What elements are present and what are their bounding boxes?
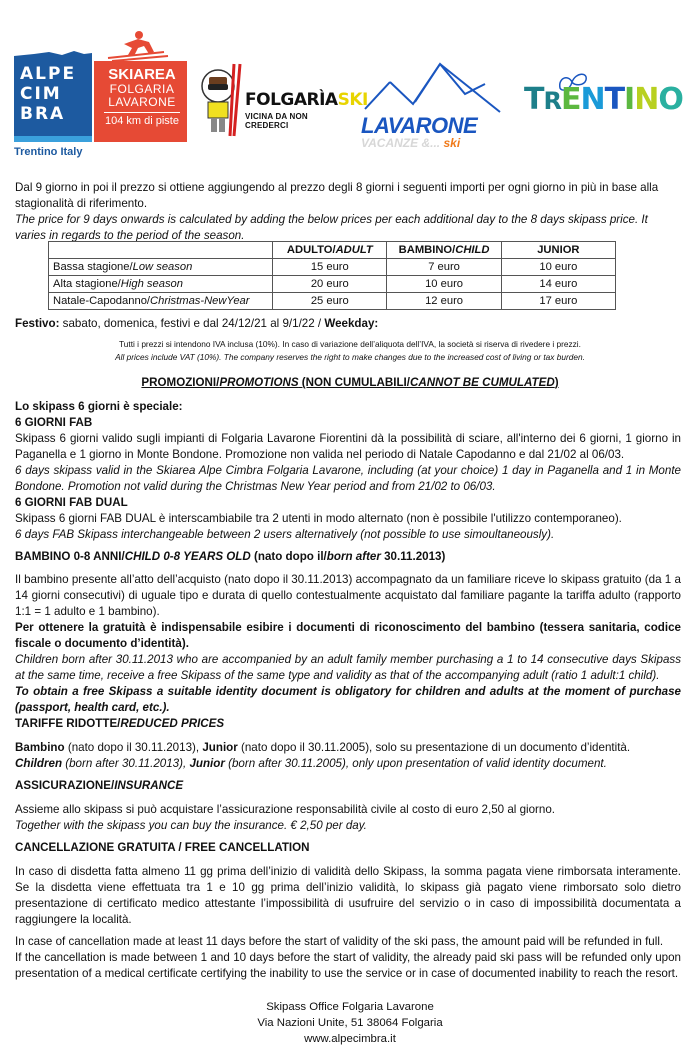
weekday-label: Weekday: bbox=[324, 317, 379, 330]
child-free-italian: Il bambino presente all’atto dell’acquisto (nato dopo il 30.11.2013) accompagnato da un familiare riceve lo skipass gratuito (da 1 a 14 giorni consecutivi) di uguale tipo e durata di quello contestualmente acquistato dal familiare pagante la tariffa adulto (rapporto 1:1 = 1 adulto e 1 bambino). bbox=[15, 573, 681, 618]
season-en: High season bbox=[120, 277, 183, 290]
festivo-line bbox=[15, 316, 681, 332]
header-it: JUNIOR bbox=[537, 243, 580, 256]
season-label bbox=[49, 259, 273, 276]
six-day-special-heading: Lo skipass 6 giorni è speciale: bbox=[15, 400, 183, 413]
trentino-letter: N bbox=[580, 82, 605, 117]
fab-english: 6 days skipass valid in the Skiarea Alpe Cimbra Folgaria Lavarone, including (at your choice) 1 day in Paganella and 1 in Monte Bondone. Promotion not valid during the Christmas New Year period and from 21/02 to 06/03. bbox=[15, 464, 681, 493]
season-it: Natale-Capodanno/ bbox=[53, 294, 151, 307]
promo-title-cannot: CANNOT BE CUMULATED bbox=[410, 376, 555, 389]
alpe-cimbra-logo bbox=[14, 30, 186, 160]
mountains-icon bbox=[355, 54, 505, 114]
footer-address: Via Nazioni Unite, 51 38064 Folgaria bbox=[257, 1017, 443, 1029]
insurance-english: Together with the skipass you can buy the insurance. € 2,50 per day. bbox=[15, 819, 367, 832]
cancellation-english-1: In case of cancellation made at least 11 days before the start of validity of the ski pass, the amount paid will be refunded in full. bbox=[15, 935, 664, 948]
insurance-heading bbox=[15, 778, 681, 794]
promo-title-it: PROMOZIONI/ bbox=[141, 376, 220, 389]
child-price: 12 euro bbox=[387, 293, 501, 310]
festivo-text: sabato, domenica, festivi e dal 24/12/21 al 9/1/22 / bbox=[59, 317, 325, 330]
child-price: 7 euro bbox=[387, 259, 501, 276]
adult-price: 25 euro bbox=[273, 293, 387, 310]
fab-dual-english: 6 days FAB Skipass interchangeable between 2 users alternatively (not possible to use simoultaneously). bbox=[15, 528, 555, 541]
logo-header bbox=[0, 0, 700, 170]
child-docs-english: To obtain a free Skipass a suitable identity document is obligatory for children and adults at the moment of purchase (passport, health card, etc.). bbox=[15, 685, 681, 714]
header-it: BAMBINO/ bbox=[398, 243, 456, 256]
trentino-letter: T bbox=[524, 82, 544, 117]
vat-note-italian: Tutti i prezzi si intendono IVA inclusa (10%). In caso di variazione dell’aliquota dell’IVA, la società si riserva di rivedere i prezzi. bbox=[119, 339, 581, 349]
skiarea-folgaria: FOLGARIA bbox=[109, 82, 175, 96]
promotions-title bbox=[0, 375, 700, 391]
adult-price: 20 euro bbox=[273, 276, 387, 293]
child-price: 10 euro bbox=[387, 276, 501, 293]
skiarea-text bbox=[100, 66, 184, 128]
bambino-text: (nato dopo il 30.11.2013), bbox=[64, 741, 203, 754]
promo-title-close: ) bbox=[554, 376, 559, 389]
alpe-line-3: BRA bbox=[20, 104, 66, 124]
folgaria-ski-logo bbox=[200, 60, 368, 140]
trentino-letter: N bbox=[634, 82, 659, 117]
child-title-date: 30.11.2013) bbox=[380, 550, 446, 563]
junior-price: 17 euro bbox=[501, 293, 615, 310]
season-it: Bassa stagione/ bbox=[53, 260, 133, 273]
child-heading bbox=[15, 549, 681, 565]
trentino-letter: T bbox=[604, 82, 625, 117]
insurance-italian: Assieme allo skipass si può acquistare l’assicurazione responsabilità civile al costo di euro 2,50 al giorno. bbox=[15, 803, 556, 816]
table-header-empty bbox=[49, 242, 273, 259]
cancellation-english-2: If the cancellation is made between 1 and 10 days before the start of validity, the already paid ski pass will be refunded only upon presentation of a medical certificate certifying the inability to use the service or in case of documented inability to reach the resort. bbox=[15, 951, 681, 980]
cancellation-heading: CANCELLAZIONE GRATUITA / FREE CANCELLATION bbox=[15, 841, 310, 854]
junior-price: 10 euro bbox=[501, 259, 615, 276]
footer-office: Skipass Office Folgaria Lavarone bbox=[266, 1001, 434, 1013]
trentino-letter: R bbox=[543, 87, 561, 115]
skiarea-km: 104 km di piste bbox=[105, 115, 179, 127]
junior-text: (nato dopo il 30.11.2005), solo su presentazione di un documento d’identità. bbox=[237, 741, 631, 754]
trentino-letter: E bbox=[560, 82, 581, 117]
intro-italian: Dal 9 giorno in poi il prezzo si ottiene aggiungendo al prezzo degli 8 giorni i seguenti importi per ogni giorno in più in base alla stagionalità di riferimento. bbox=[15, 181, 659, 210]
intro-english: The price for 9 days onwards is calculated by adding the below prices per each additional day to the 8 days skipass price. It varies in regards to the period of the season. bbox=[15, 213, 648, 242]
junior-price: 14 euro bbox=[501, 276, 615, 293]
reduced-prices-heading bbox=[15, 716, 681, 732]
folgaria-ski-title bbox=[245, 90, 368, 110]
cancellation-italian: In caso di disdetta fatta almeno 11 gg prima dell’inizio di validità dello Skipass, la somma pagata viene rimborsata interamente. Se la disdetta viene effettuata tra 1 e 10 gg prima dell’inizio validità, lo skipass già pagato viene rimborsato solo dietro presentazione di certificato medico attestante l’impossibilità di usufruire del servizio o in caso di impossibilità documentata a raggiungere la località. bbox=[15, 865, 681, 926]
skiarea-divider bbox=[104, 112, 180, 113]
fab-italian: Skipass 6 giorni valido sugli impianti di Folgaria Lavarone Fiorentini dà la possibilità di sciare, all'interno dei 6 giorni, 1 giorno in Paganella e 1 giorno in Monte Bondone. Promozione non valida nel periodo di Natale Capodanno e dal 21/02 al 06/03. bbox=[15, 432, 681, 461]
header-en: ADULT bbox=[335, 243, 373, 256]
insurance-title-en: INSURANCE bbox=[114, 779, 184, 792]
junior-label-en: Junior bbox=[189, 757, 225, 770]
children-text: (born after 30.11.2013), bbox=[62, 757, 190, 770]
fab-dual-italian: Skipass 6 giorni FAB DUAL è interscambiabile tra 2 utenti in modo alternato (non è possibile l'utilizzo contemporaneo). bbox=[15, 512, 622, 525]
child-title-en: CHILD 0-8 YEARS OLD bbox=[124, 550, 251, 563]
trentino-italy-label: Trentino Italy bbox=[14, 146, 83, 158]
mascot-icon bbox=[200, 60, 248, 140]
folgaria-word: FOLGARÌA bbox=[245, 90, 338, 110]
child-title-it: BAMBINO 0-8 ANNI/ bbox=[15, 550, 125, 563]
trentino-logo bbox=[520, 70, 683, 130]
table-header-row bbox=[49, 242, 616, 259]
header-it: ADULTO/ bbox=[286, 243, 336, 256]
lavarone-ski-text: ski bbox=[443, 136, 461, 150]
promo-title-noncum: (NON CUMULABILI/ bbox=[298, 376, 410, 389]
child-title-born: (nato dopo il/ bbox=[250, 550, 327, 563]
ski-word: SKI bbox=[337, 90, 368, 110]
season-it: Alta stagione/ bbox=[53, 277, 121, 290]
additional-day-price-table bbox=[48, 241, 616, 310]
bambino-label: Bambino bbox=[15, 741, 65, 754]
skiarea-lavarone: LAVARONE bbox=[108, 95, 176, 109]
trentino-letter: O bbox=[658, 82, 683, 117]
table-row bbox=[49, 293, 616, 310]
fab-dual-heading: 6 GIORNI FAB DUAL bbox=[15, 496, 128, 509]
child-docs-italian: Per ottenere la gratuità è indispensabile esibire i documenti di riconoscimento del bambino (tessera sanitaria, codice fiscale o documento d’identità). bbox=[15, 621, 681, 650]
table-row bbox=[49, 259, 616, 276]
children-label: Children bbox=[15, 757, 63, 770]
reduced-title-it: TARIFFE RIDOTTE/ bbox=[15, 717, 121, 730]
festivo-label: Festivo: bbox=[15, 317, 60, 330]
junior-text-en: (born after 30.11.2005), only upon presentation of valid identity document. bbox=[224, 757, 607, 770]
lavarone-title: LAVARONE bbox=[361, 113, 478, 138]
vacanze-text: VACANZE &... bbox=[361, 136, 441, 150]
junior-label: Junior bbox=[202, 741, 238, 754]
table-header-adult bbox=[273, 242, 387, 259]
header-en: CHILD bbox=[455, 243, 490, 256]
table-header-child bbox=[387, 242, 501, 259]
skier-icon bbox=[94, 30, 184, 64]
alpe-line-1: ALPE bbox=[20, 64, 77, 84]
folgaria-tagline: VICINA DA NON CREDERCI bbox=[245, 112, 308, 130]
alpe-cimbra-wordmark bbox=[20, 64, 76, 124]
trentino-letter: I bbox=[624, 82, 635, 117]
adult-price: 15 euro bbox=[273, 259, 387, 276]
season-label bbox=[49, 276, 273, 293]
lavarone-subtitle bbox=[361, 136, 460, 150]
promo-title-en: PROMOTIONS bbox=[219, 376, 299, 389]
insurance-title-it: ASSICURAZIONE/ bbox=[15, 779, 115, 792]
fab-heading: 6 GIORNI FAB bbox=[15, 416, 93, 429]
child-free-english: Children born after 30.11.2013 who are accompanied by an adult family member purchasing a 1 to 14 consecutive days Skipass at the same time, receive a free Skipass of the same type and validity as that of the accompanying adult (ratio 1 adult:1 child). bbox=[15, 653, 681, 682]
alpe-line-2: CIM bbox=[20, 84, 62, 104]
reduced-italian bbox=[15, 740, 681, 756]
reduced-title-en: REDUCED PRICES bbox=[120, 717, 225, 730]
season-en: Christmas-NewYear bbox=[150, 294, 250, 307]
reduced-english bbox=[15, 756, 681, 772]
skiarea-label: SKIAREA bbox=[108, 66, 176, 83]
child-title-born-en: born after bbox=[326, 550, 381, 563]
season-en: Low season bbox=[132, 260, 193, 273]
season-label bbox=[49, 293, 273, 310]
table-row bbox=[49, 276, 616, 293]
vat-note-english: All prices include VAT (10%). The company reserves the right to make changes due to the increased cost of living or tax burden. bbox=[115, 352, 585, 362]
footer-website-link[interactable]: www.alpecimbra.it bbox=[304, 1033, 396, 1045]
alpe-cimbra-strip bbox=[14, 136, 92, 142]
lavarone-logo bbox=[355, 48, 515, 152]
trentino-wordmark bbox=[524, 82, 683, 117]
table-header-junior bbox=[501, 242, 615, 259]
